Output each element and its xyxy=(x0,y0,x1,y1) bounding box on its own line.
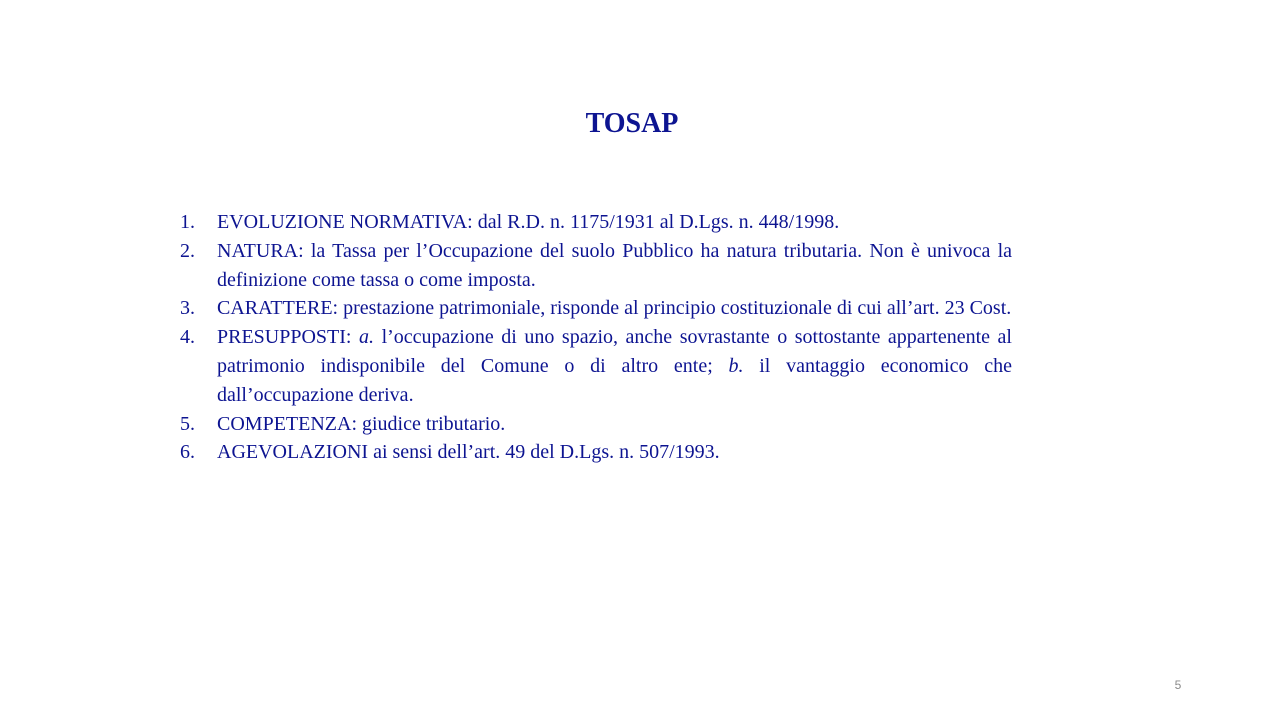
list-item xyxy=(180,208,1012,237)
list-item-number: 3. xyxy=(180,297,195,320)
list-item xyxy=(180,410,1012,439)
list-item-text-italic: b. xyxy=(728,354,744,377)
list-item-number: 4. xyxy=(180,326,195,349)
list-item-text xyxy=(217,211,839,233)
list-item-text-segment: CARATTERE: prestazione patrimoniale, risponde al principio costituzionale di cui all’art. 23 Cost. xyxy=(217,297,1012,320)
list-item xyxy=(180,237,1012,295)
list-item xyxy=(180,438,1012,467)
list-item-text-segment: l’occupazione di uno spazio, anche sovrastante o sottostante appartenente al patrimonio indisponibile del Comune o di altro ente; xyxy=(217,326,1012,377)
page-number: 5 xyxy=(1174,678,1182,692)
list-item-text xyxy=(217,297,1011,319)
list-item-number: 5. xyxy=(180,412,195,435)
list-item-text xyxy=(217,240,1012,291)
list-item-number: 1. xyxy=(180,211,195,233)
list-item xyxy=(180,323,1012,409)
list-item-text-segment: NATURA: la Tassa per l’Occupazione del suolo Pubblico ha natura tributaria. Non è univoca la definizione come tassa o come imposta. xyxy=(217,239,1012,291)
list-item-number: 2. xyxy=(180,239,195,262)
list-item-text xyxy=(217,326,1012,406)
list-item-text-segment: EVOLUZIONE NORMATIVA: dal R.D. n. 1175/1931 al D.Lgs. n. 448/1998. xyxy=(217,211,840,233)
numbered-list xyxy=(180,208,1012,467)
list-item-text-segment: il vantaggio economico che dall’occupazione deriva. xyxy=(217,354,1012,406)
list-item-text-segment: AGEVOLAZIONI ai sensi dell’art. 49 del D.Lgs. n. 507/1993. xyxy=(217,441,720,464)
list-item-text xyxy=(217,413,505,435)
list-item-number: 6. xyxy=(180,441,195,464)
slide-title: TOSAP xyxy=(585,108,679,139)
list-item xyxy=(180,294,1012,323)
list-item-text-italic: a. xyxy=(359,326,375,349)
list-item-text-segment: PRESUPPOSTI: xyxy=(217,326,360,349)
list-item-text xyxy=(217,441,720,463)
list-item-text-segment: COMPETENZA: giudice tributario. xyxy=(217,412,506,435)
